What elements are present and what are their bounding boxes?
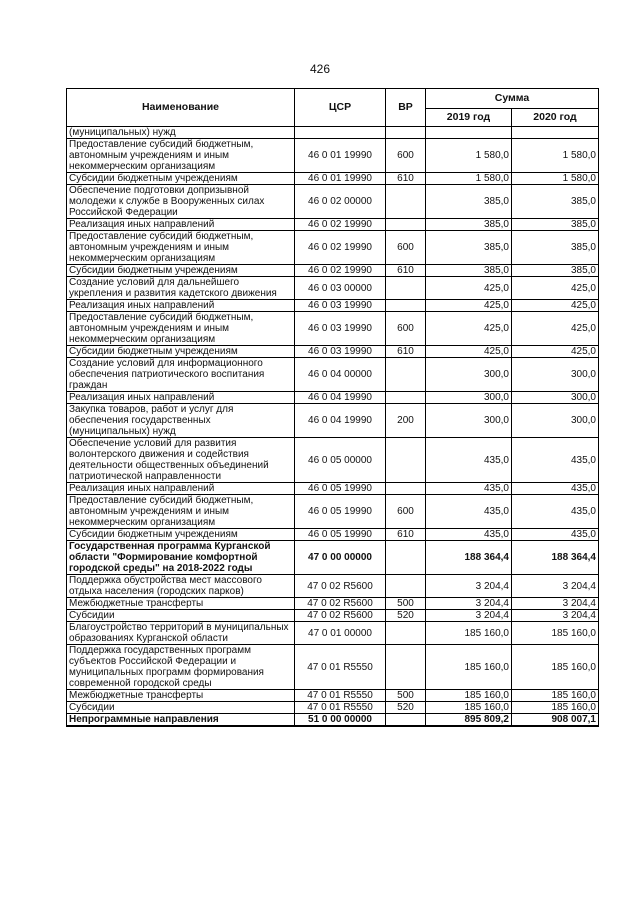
cell-name: Предоставление субсидий бюджетным, автономным учреждениям и иным некоммерческим организациям: [67, 139, 295, 173]
cell-vr: 610: [386, 529, 426, 541]
table-row: [67, 139, 599, 173]
cell-vr: [386, 575, 426, 598]
cell-name: Предоставление субсидий бюджетным, автономным учреждениям и иным некоммерческим организациям: [67, 231, 295, 265]
cell-csr: 46 0 02 00000: [295, 185, 386, 219]
table-row: [67, 541, 599, 575]
cell-2020: 435,0: [512, 438, 599, 483]
cell-vr: 600: [386, 231, 426, 265]
cell-2020: 185 160,0: [512, 645, 599, 690]
cell-2020: 300,0: [512, 404, 599, 438]
cell-2019: 185 160,0: [426, 645, 512, 690]
cell-2019: [426, 127, 512, 139]
table-row: [67, 392, 599, 404]
table-row: [67, 483, 599, 495]
cell-csr: 46 0 03 19990: [295, 300, 386, 312]
cell-name: Непрограммные направления: [67, 714, 295, 727]
cell-csr: 46 0 05 19990: [295, 495, 386, 529]
cell-csr: 47 0 01 R5550: [295, 690, 386, 702]
header-sum: Сумма: [426, 89, 599, 109]
header-2020: 2020 год: [512, 109, 599, 127]
cell-vr: [386, 277, 426, 300]
cell-vr: 520: [386, 702, 426, 714]
cell-name: Реализация иных направлений: [67, 392, 295, 404]
cell-csr: 47 0 01 R5550: [295, 645, 386, 690]
table-body: [67, 127, 599, 727]
cell-2020: [512, 127, 599, 139]
cell-csr: 46 0 04 00000: [295, 358, 386, 392]
cell-2020: 425,0: [512, 346, 599, 358]
cell-csr: 46 0 05 00000: [295, 438, 386, 483]
cell-csr: 46 0 04 19990: [295, 392, 386, 404]
cell-csr: 51 0 00 00000: [295, 714, 386, 727]
cell-name: Поддержка обустройства мест массового отдыха населения (городских парков): [67, 575, 295, 598]
cell-name: Межбюджетные трансферты: [67, 690, 295, 702]
cell-vr: 600: [386, 139, 426, 173]
cell-name: Реализация иных направлений: [67, 219, 295, 231]
header-2019: 2019 год: [426, 109, 512, 127]
cell-vr: 610: [386, 265, 426, 277]
header-vr: ВР: [386, 89, 426, 127]
cell-name: Создание условий для информационного обеспечения патриотического воспитания граждан: [67, 358, 295, 392]
cell-2020: 185 160,0: [512, 690, 599, 702]
table-row: [67, 438, 599, 483]
table-row: [67, 622, 599, 645]
cell-vr: [386, 622, 426, 645]
cell-csr: 47 0 02 R5600: [295, 575, 386, 598]
table-row: [67, 690, 599, 702]
cell-csr: 46 0 02 19990: [295, 219, 386, 231]
table-row: [67, 219, 599, 231]
cell-2020: 435,0: [512, 483, 599, 495]
cell-name: Предоставление субсидий бюджетным, автономным учреждениям и иным некоммерческим организациям: [67, 495, 295, 529]
cell-vr: [386, 714, 426, 727]
cell-name: Закупка товаров, работ и услуг для обеспечения государственных (муниципальных) нужд: [67, 404, 295, 438]
page-number: 426: [309, 62, 331, 76]
cell-2020: 435,0: [512, 495, 599, 529]
cell-2020: 435,0: [512, 529, 599, 541]
table-row: [67, 231, 599, 265]
cell-csr: 47 0 02 R5600: [295, 598, 386, 610]
table-row: [67, 173, 599, 185]
cell-name: (муниципальных) нужд: [67, 127, 295, 139]
table-row: [67, 529, 599, 541]
cell-vr: [386, 185, 426, 219]
table-row: [67, 312, 599, 346]
cell-name: Субсидии бюджетным учреждениям: [67, 346, 295, 358]
cell-csr: 46 0 02 19990: [295, 231, 386, 265]
cell-2020: 385,0: [512, 265, 599, 277]
cell-vr: 600: [386, 495, 426, 529]
cell-2019: 3 204,4: [426, 610, 512, 622]
cell-2019: 300,0: [426, 404, 512, 438]
table-row: [67, 358, 599, 392]
cell-name: Обеспечение условий для развития волонтерского движения и содействия деятельности общественных объединений патриотической направленности: [67, 438, 295, 483]
cell-2019: 385,0: [426, 265, 512, 277]
cell-2020: 3 204,4: [512, 598, 599, 610]
cell-2020: 385,0: [512, 231, 599, 265]
cell-csr: 46 0 01 19990: [295, 173, 386, 185]
header-name: Наименование: [67, 89, 295, 127]
cell-2020: 425,0: [512, 277, 599, 300]
cell-vr: 600: [386, 312, 426, 346]
cell-vr: [386, 541, 426, 575]
table-row: [67, 346, 599, 358]
cell-2019: 425,0: [426, 346, 512, 358]
cell-2020: 385,0: [512, 219, 599, 231]
table-row: [67, 495, 599, 529]
cell-csr: 46 0 03 19990: [295, 312, 386, 346]
cell-name: Государственная программа Курганской области "Формирование комфортной городской среды" на 2018-2022 годы: [67, 541, 295, 575]
cell-name: Реализация иных направлений: [67, 300, 295, 312]
table-row: [67, 714, 599, 727]
header-csr: ЦСР: [295, 89, 386, 127]
cell-vr: [386, 300, 426, 312]
table-row: [67, 645, 599, 690]
cell-2019: 188 364,4: [426, 541, 512, 575]
cell-2019: 1 580,0: [426, 173, 512, 185]
cell-csr: 46 0 01 19990: [295, 139, 386, 173]
budget-table: [66, 88, 599, 727]
cell-vr: [386, 127, 426, 139]
cell-2020: 185 160,0: [512, 702, 599, 714]
cell-vr: 500: [386, 598, 426, 610]
table-row: [67, 575, 599, 598]
cell-2019: 185 160,0: [426, 690, 512, 702]
cell-2019: 1 580,0: [426, 139, 512, 173]
table-row: [67, 300, 599, 312]
cell-vr: 520: [386, 610, 426, 622]
cell-2020: 185 160,0: [512, 622, 599, 645]
cell-2020: 300,0: [512, 358, 599, 392]
cell-2019: 3 204,4: [426, 575, 512, 598]
cell-2019: 185 160,0: [426, 702, 512, 714]
cell-csr: 47 0 00 00000: [295, 541, 386, 575]
cell-2019: 425,0: [426, 300, 512, 312]
cell-2019: 435,0: [426, 529, 512, 541]
cell-vr: [386, 219, 426, 231]
cell-2019: 425,0: [426, 277, 512, 300]
cell-vr: [386, 438, 426, 483]
cell-name: Субсидии: [67, 610, 295, 622]
cell-2020: 1 580,0: [512, 173, 599, 185]
cell-2019: 300,0: [426, 392, 512, 404]
cell-name: Реализация иных направлений: [67, 483, 295, 495]
cell-name: Субсидии бюджетным учреждениям: [67, 173, 295, 185]
cell-2019: 435,0: [426, 483, 512, 495]
cell-2020: 188 364,4: [512, 541, 599, 575]
table-row: [67, 277, 599, 300]
table-row: [67, 598, 599, 610]
cell-2019: 435,0: [426, 495, 512, 529]
cell-2020: 385,0: [512, 185, 599, 219]
cell-csr: 46 0 03 19990: [295, 346, 386, 358]
cell-2019: 3 204,4: [426, 598, 512, 610]
cell-name: Предоставление субсидий бюджетным, автономным учреждениям и иным некоммерческим организациям: [67, 312, 295, 346]
cell-csr: 47 0 01 R5550: [295, 702, 386, 714]
cell-2019: 895 809,2: [426, 714, 512, 727]
table-row: [67, 610, 599, 622]
cell-name: Благоустройство территорий в муниципальных образованиях Курганской области: [67, 622, 295, 645]
cell-2019: 435,0: [426, 438, 512, 483]
cell-vr: 200: [386, 404, 426, 438]
cell-csr: [295, 127, 386, 139]
table-row: [67, 127, 599, 139]
cell-2019: 300,0: [426, 358, 512, 392]
table-row: [67, 185, 599, 219]
cell-vr: 610: [386, 173, 426, 185]
cell-csr: 46 0 05 19990: [295, 483, 386, 495]
cell-name: Субсидии: [67, 702, 295, 714]
cell-vr: [386, 645, 426, 690]
cell-csr: 46 0 04 19990: [295, 404, 386, 438]
cell-2019: 385,0: [426, 231, 512, 265]
cell-name: Поддержка государственных программ субъектов Российской Федерации и муниципальных программ формирования современной городской среды: [67, 645, 295, 690]
cell-name: Субсидии бюджетным учреждениям: [67, 529, 295, 541]
cell-vr: [386, 358, 426, 392]
cell-csr: 46 0 05 19990: [295, 529, 386, 541]
cell-csr: 46 0 03 00000: [295, 277, 386, 300]
table-row: [67, 265, 599, 277]
cell-2020: 1 580,0: [512, 139, 599, 173]
cell-2020: 3 204,4: [512, 575, 599, 598]
cell-2020: 3 204,4: [512, 610, 599, 622]
cell-name: Обеспечение подготовки допризывной молодежи к службе в Вооруженных силах Российской Федерации: [67, 185, 295, 219]
cell-vr: 500: [386, 690, 426, 702]
cell-2020: 300,0: [512, 392, 599, 404]
table-row: [67, 404, 599, 438]
cell-vr: [386, 392, 426, 404]
cell-2020: 425,0: [512, 300, 599, 312]
cell-2019: 385,0: [426, 219, 512, 231]
cell-csr: 46 0 02 19990: [295, 265, 386, 277]
cell-name: Создание условий для дальнейшего укрепления и развития кадетского движения: [67, 277, 295, 300]
cell-2019: 185 160,0: [426, 622, 512, 645]
cell-name: Межбюджетные трансферты: [67, 598, 295, 610]
cell-csr: 47 0 01 00000: [295, 622, 386, 645]
table-row: [67, 702, 599, 714]
cell-2020: 908 007,1: [512, 714, 599, 727]
cell-name: Субсидии бюджетным учреждениям: [67, 265, 295, 277]
cell-vr: 610: [386, 346, 426, 358]
cell-2019: 425,0: [426, 312, 512, 346]
cell-vr: [386, 483, 426, 495]
cell-csr: 47 0 02 R5600: [295, 610, 386, 622]
cell-2020: 425,0: [512, 312, 599, 346]
cell-2019: 385,0: [426, 185, 512, 219]
